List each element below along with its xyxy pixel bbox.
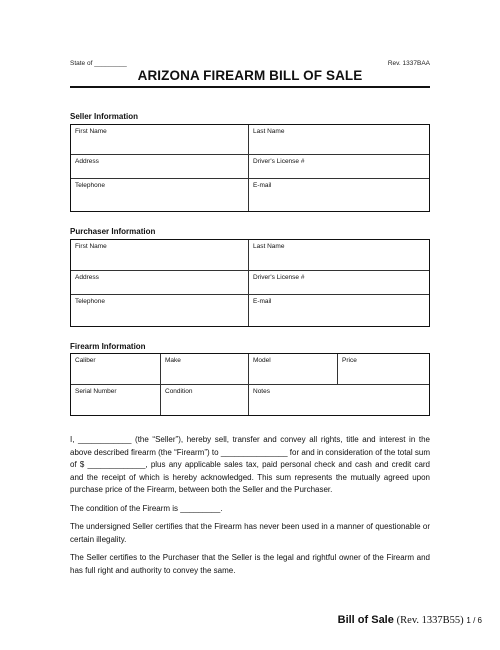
make-field[interactable]: Make [161,354,249,384]
purchaser-last-name-field[interactable]: Last Name [253,243,285,250]
purchaser-telephone-field[interactable]: Telephone [71,295,249,326]
purchaser-email-field[interactable]: E-mail [253,298,272,305]
seller-table [70,124,430,212]
serial-number-field[interactable]: Serial Number [71,385,161,415]
seller-heading: Seller Information [70,112,139,121]
condition-paragraph: The condition of the Firearm is _________. [70,504,223,513]
firearm-table [70,353,430,416]
purchaser-row-address [71,271,429,295]
seller-row-name [71,125,429,155]
seller-address-field[interactable]: Address [71,155,249,178]
caliber-field[interactable]: Caliber [71,354,161,384]
legality-paragraph: The undersigned Seller certifies that the Firearm has never been used in a manner of questionable or certain illegality. [70,522,430,544]
purchaser-license-field[interactable]: Driver's License # [253,274,305,281]
seller-row-contact [71,179,429,211]
firearm-heading: Firearm Information [70,342,146,351]
ownership-paragraph: The Seller certifies to the Purchaser that the Seller is the legal and rightful owner of the Firearm and has full right and authority to convey the same. [70,553,430,575]
state-label: State of _________ [70,60,127,67]
condition-field[interactable]: Condition [161,385,249,415]
purchaser-first-name-field[interactable]: First Name [71,240,249,270]
document-title: ARIZONA FIREARM BILL OF SALE [137,68,363,83]
seller-row-address [71,155,429,179]
purchaser-row-contact [71,295,429,326]
firearm-row-2 [71,385,429,415]
title-divider [70,86,430,88]
seller-last-name-field[interactable]: Last Name [253,128,285,135]
purchaser-table [70,239,430,327]
seller-license-field[interactable]: Driver's License # [253,158,305,165]
seller-first-name-field[interactable]: First Name [71,125,249,154]
page-number: 1 / 6 [466,616,482,625]
footer-revision: (Rev. 1337B55) [396,615,464,626]
purchaser-heading: Purchaser Information [70,227,156,236]
page-footer [338,614,482,626]
purchaser-row-name [71,240,429,271]
firearm-row-1 [71,354,429,385]
purchaser-address-field[interactable]: Address [71,271,249,294]
notes-field[interactable]: Notes [253,388,270,395]
sale-paragraph: I, ____________ (the “Seller”), hereby sell, transfer and convey all rights, title and interest in the above described firearm (the “Firearm”) to _______________ for and in consideration of the total sum of $ _____________, plus any applicable sales tax, paid personal check and cash and credit card and the receipt of which is hereby acknowledged. This sum represents the mutually agreed upon purchase price of the Firearm, between both the Seller and the Purchaser. [70,435,430,495]
footer-doc-name: Bill of Sale [337,614,394,626]
model-field[interactable]: Model [249,354,338,384]
seller-telephone-field[interactable]: Telephone [71,179,249,211]
price-field[interactable]: Price [342,357,357,364]
revision-label: Rev. 1337BAA [387,60,430,67]
seller-email-field[interactable]: E-mail [253,182,272,189]
